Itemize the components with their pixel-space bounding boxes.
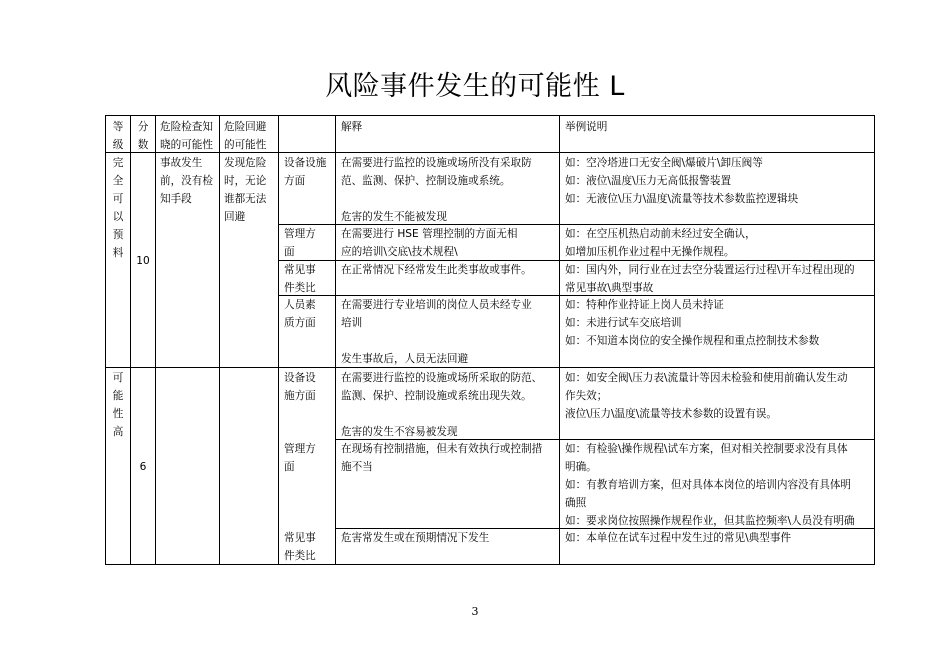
cell-line: 施不当	[341, 461, 373, 473]
aspect-explain	[341, 369, 542, 441]
aspect-example	[565, 369, 848, 423]
cell-line: 设备设施	[284, 157, 327, 169]
header-line: 晓的可能性	[160, 139, 213, 151]
aspect-explain	[341, 529, 489, 547]
header-example: 举例说明	[565, 121, 608, 133]
cell-line: 前，没有检	[160, 175, 213, 187]
cell-line: 危害常发生或在预期情况下发生	[341, 532, 490, 544]
cell-line: 如：无液位\压力\温度\流量等技术参数监控逻辑块	[565, 193, 799, 205]
cell-spacer	[341, 332, 532, 350]
aspect-example	[565, 225, 756, 261]
score-cell: 6	[139, 461, 147, 473]
cell-line: 常见事故\典型事故	[565, 282, 654, 294]
level-char: 料	[112, 247, 124, 259]
aspect-name	[284, 529, 316, 565]
cell-line: 管理方	[284, 228, 316, 240]
header-line: 危险回避	[224, 121, 267, 133]
level-char: 高	[112, 426, 124, 438]
level-cell	[106, 154, 130, 262]
cell-line: 危害的发生不能被发现	[341, 211, 447, 223]
cell-line: 如：不知道本岗位的安全操作规程和重点控制技术参数	[565, 335, 820, 347]
cell-line: 在现场有控制措施，但未有效执行或控制措	[341, 443, 543, 455]
level-char: 预	[112, 229, 124, 241]
aspect-name	[284, 261, 316, 297]
cell-line: 知手段	[160, 193, 192, 205]
cell-line: 培训	[341, 317, 363, 329]
level-char: 以	[112, 211, 124, 223]
hazard-avoid-cell	[224, 154, 266, 226]
cell-line: 如：国内外，同行业在过去空分装置运行过程\开车过程出现的	[565, 264, 855, 276]
page-number: 3	[471, 605, 479, 618]
level-char: 完	[112, 157, 124, 169]
cell-line: 面	[284, 246, 295, 258]
cell-spacer	[341, 405, 542, 423]
header-level-line: 级	[112, 139, 124, 151]
cell-line: 面	[284, 461, 295, 473]
cell-line: 施方面	[284, 390, 316, 402]
header-line: 的可能性	[224, 139, 267, 151]
cell-line: 常见事	[284, 532, 316, 544]
header-hazard-check	[160, 118, 213, 154]
cell-line: 如：有教育培训方案，但对具体本岗位的培训内容没有具体明	[565, 479, 852, 491]
cell-line: 方面	[284, 175, 306, 187]
cell-line: 液位\压力\温度\流量等技术参数的设置有误。	[565, 408, 777, 420]
header-level-line: 等	[112, 121, 124, 133]
cell-line: 时，无论	[224, 175, 267, 187]
cell-line: 明确。	[565, 461, 597, 473]
cell-line: 如：本单位在试车过程中发生过的常见\典型事件	[565, 532, 792, 544]
level-char: 全	[112, 175, 124, 187]
cell-line: 范、监测、保护、控制设施或系统。	[341, 175, 511, 187]
aspect-name	[284, 440, 316, 476]
header-level	[106, 118, 130, 154]
aspect-example	[565, 529, 791, 547]
aspect-explain	[341, 225, 517, 261]
aspect-name	[284, 296, 316, 332]
cell-line: 如：未进行试车交底培训	[565, 317, 682, 329]
cell-line: 作失效；	[565, 390, 608, 402]
aspect-name	[284, 154, 326, 190]
level-cell	[106, 369, 130, 441]
cell-line: 在正常情况下经常发生此类事故或事件。	[341, 264, 532, 276]
cell-line: 在需要进行 HSE 管理控制的方面无相	[341, 228, 518, 240]
cell-line: 如：空冷塔进口无安全阀\爆破片\卸压阀等	[565, 157, 763, 169]
aspect-example	[565, 296, 819, 350]
header-line: 危险检查知	[160, 121, 213, 133]
cell-line: 谁都无法	[224, 193, 267, 205]
cell-line: 设备设	[284, 372, 316, 384]
cell-line: 如：如安全阀\压力表\流量计等因未检验和使用前确认发生动	[565, 372, 848, 384]
cell-line: 质方面	[284, 317, 316, 329]
cell-line: 如：液位\温度\压力无高低报警装置	[565, 175, 732, 187]
cell-line: 在需要进行监控的设施或场所采取的防范、	[341, 372, 543, 384]
cell-line: 件类比	[284, 282, 316, 294]
header-score-line: 分	[137, 121, 149, 133]
aspect-example	[565, 440, 855, 530]
cell-line: 确照	[565, 497, 587, 509]
score-cell: 10	[136, 255, 150, 267]
header-explain: 解释	[341, 121, 363, 133]
aspect-explain	[341, 154, 532, 226]
header-score	[131, 118, 155, 154]
aspect-explain	[341, 261, 532, 279]
level-char: 能	[112, 390, 124, 402]
cell-line: 如：在空压机热启动前未经过安全确认，	[565, 228, 756, 240]
cell-line: 人员素	[284, 299, 316, 311]
cell-line: 件类比	[284, 550, 316, 562]
hazard-check-cell	[160, 154, 213, 208]
cell-line: 管理方	[284, 443, 316, 455]
cell-line: 危害的发生不容易被发现	[341, 426, 458, 438]
cell-spacer	[341, 190, 532, 208]
header-hazard-avoid	[224, 118, 266, 154]
cell-line: 发现危险	[224, 157, 267, 169]
cell-line: 应的培训\交底\技术规程\	[341, 246, 458, 258]
cell-line: 如：要求岗位按照操作规程作业，但其监控频率\人员没有明确	[565, 515, 855, 527]
aspect-explain	[341, 296, 532, 368]
aspect-example	[565, 154, 798, 208]
cell-line: 如：有检验\操作规程\试车方案，但对相关控制要求没有具体	[565, 443, 848, 455]
level-char: 可	[112, 193, 124, 205]
cell-line: 如增加压机作业过程中无操作规程。	[565, 246, 735, 258]
cell-line: 事故发生	[160, 157, 203, 169]
cell-line: 监测、保护、控制设施或系统出现失效。	[341, 390, 532, 402]
page-title: 风险事件发生的可能性 L	[325, 71, 625, 102]
aspect-name	[284, 225, 316, 261]
header-score-line: 数	[137, 139, 149, 151]
level-char: 性	[112, 408, 124, 420]
cell-line: 发生事故后，人员无法回避	[341, 353, 469, 365]
aspect-explain	[341, 440, 542, 476]
aspect-example	[565, 261, 855, 297]
cell-line: 在需要进行监控的设施或场所没有采取防	[341, 157, 532, 169]
cell-line: 如：特种作业持证上岗人员未持证	[565, 299, 724, 311]
level-char: 可	[112, 372, 124, 384]
cell-line: 在需要进行专业培训的岗位人员未经专业	[341, 299, 532, 311]
cell-line: 回避	[224, 211, 246, 223]
aspect-name	[284, 369, 316, 405]
cell-line: 常见事	[284, 264, 316, 276]
